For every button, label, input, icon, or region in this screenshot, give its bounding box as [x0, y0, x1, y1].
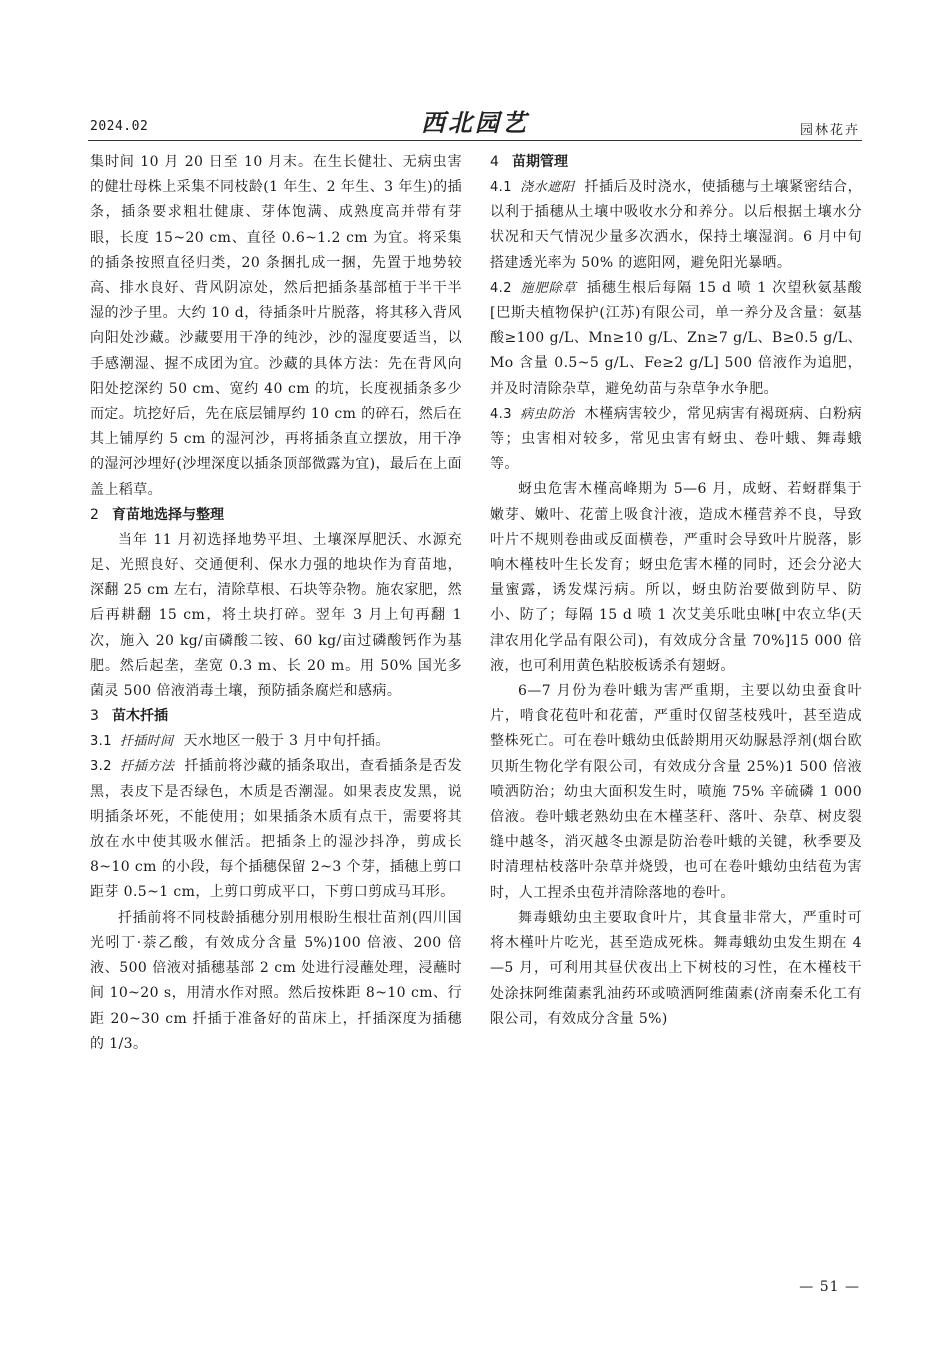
paragraph-fertilizing-weeding	[490, 276, 862, 402]
subheading-cutting-method: 3.2 扦插方法	[90, 759, 175, 775]
subheading-watering: 4.1 浇水遮阳	[490, 180, 575, 195]
paragraph-text: 扦插后及时浇水，使插穗与土壤紧密结合，以利于插穗从土壤中吸收水分和养分。以后根据土壤水分状况和天气情况少量多次洒水，保持土壤湿润。6 月中旬搭建透光率为 50% 的遮阳网，避免阳光暴晒。	[490, 179, 862, 271]
heading-number: 4	[490, 154, 499, 170]
paragraph-nursery-preparation: 当年 11 月初选择地势平坦、土壤深厚肥沃、水源充足、光照良好、交通便利、保水力强的地块作为育苗地，深翻 25 cm 左右，清除草根、石块等杂物。施农家肥，然后再耕翻 15 cm，将土块打碎。翌年 3 月上旬再翻 1 次，施入 20 kg/亩磷酸二铵、60 kg/亩过磷酸钙作为基肥。然后起垄，垄宽 0.3 m、长 20 m。用 50% 国光多菌灵 500 倍液消毒土壤，预防插条腐烂和感病。	[90, 531, 462, 700]
left-column	[90, 150, 462, 1057]
header-divider	[88, 140, 862, 141]
journal-logo: 西北园艺	[421, 108, 529, 137]
subheading-cutting-time: 3.1 扦插时间	[90, 734, 174, 750]
heading-nursery-selection	[90, 503, 462, 528]
section-title: 园林花卉	[799, 123, 860, 138]
paragraph-text: 扦插前将沙藏的插条取出，查看插条是否发黑，表皮下是否绿色，木质是否潮湿。如果表皮发黑，说明插条坏死，不能使用；如果插条木质有点干，需要将其放在水中使其吸水催活。把插条上的湿沙抖净，剪成长 8~10 cm 的小段，每个插穗保留 2~3 个芽，插穗上剪口距芽 0.5~1 cm，上剪口剪成平口，下剪口剪成马耳形。	[90, 758, 462, 901]
paragraph-text: 天水地区一般于 3 月中旬扦插。	[183, 733, 390, 750]
paragraph-text: 木槿病害较少，常见病害有褐斑病、白粉病等；虫害相对较多，常见虫害有蚜虫、卷叶蛾、舞毒蛾等。	[490, 405, 862, 473]
paragraph-text: 插穗生根后每隔 15 d 喷 1 次望秋氨基酸[巴斯夫植物保护(江苏)有限公司，单一养分及含量：氨基酸≥100 g/L、Mn≥10 g/L、Zn≥7 g/L、B≥0.5 g/L、Mo 含量 0.5~5 g/L、Fe≥2 g/L] 500 倍液作为追肥，并及时清除杂草，避免幼苗与杂草争水争肥。	[490, 279, 862, 397]
heading-text: 苗木扦插	[112, 708, 168, 725]
paragraph-cutting-time	[90, 729, 462, 754]
paragraph-aphid: 蚜虫危害木槿高峰期为 5—6 月，成蚜、若蚜群集于嫩芽、嫩叶、花蕾上吸食汁液，造成木槿营养不良，导致叶片不规则卷曲或反面横卷，严重时会导致叶片脱落，影响木槿枝叶生长发育；蚜虫危害木槿的同时，还会分泌大量蜜露，诱发煤污病。所以，蚜虫防治要做到防早、防小、防了；每隔 15 d 喷 1 次艾美乐吡虫啉[中农立华(天津农用化学品有限公司)，有效成分含量 70%]15 000 倍液，也可利用黄色粘胶板诱杀有翅蚜。	[490, 481, 862, 674]
heading-text: 苗期管理	[512, 154, 568, 170]
heading-text: 育苗地选择与整理	[112, 506, 224, 523]
subheading-fertilizing: 4.2 施肥除草	[490, 280, 577, 296]
page-number: — 51 —	[799, 1279, 860, 1295]
paragraph-pest-control	[490, 402, 862, 478]
paragraph-cutting-collection: 集时间 10 月 20 日至 10 月末。在生长健壮、无病虫害的健壮母株上采集不同枝龄(1 年生、2 年生、3 年生)的插条，插条要求粗壮健康、芽体饱满、成熟度高并带有芽眼，长度 15~20 cm、直径 0.6~1.2 cm 为宜。将采集的插条按照直径归类，20 条捆扎成一捆，先置于地势较高、排水良好、背风阴凉处，然后把插条基部植于半干半湿的沙子里。大约 10 d，待插条叶片脱落，将其移入背风向阳处沙藏。沙藏要用干净的纯沙，沙的湿度要适当，以手感潮湿、握不成团为宜。沙藏的具体方法：先在背风向阳处挖深约 50 cm、宽约 40 cm 的坑，长度视插条多少而定。坑挖好后，先在底层铺厚约 10 cm 的碎石，然后在其上铺厚约 5 cm 的湿河沙，再将插条直立摆放，用干净的湿河沙埋好(沙埋深度以插条顶部微露为宜)，最后在上面盖上稻草。	[90, 154, 462, 498]
issue-date: 2024.02	[90, 119, 149, 134]
paragraph-rooting-treatment: 扦插前将不同枝龄插穗分别用根盼生根壮苗剂(四川国光吲丁·萘乙酸，有效成分含量 5%)100 倍液、200 倍液、500 倍液对插穗基部 2 cm 处进行浸蘸处理，浸蘸时间 10~20 s，用清水作对照。然后按株距 8~10 cm、行距 20~30 cm 扦插于准备好的苗床上，扦插深度为插穗的 1/3。	[90, 909, 462, 1052]
paragraph-watering-shading	[490, 175, 862, 276]
heading-number: 2	[90, 506, 99, 523]
paragraph-leaf-roller: 6—7 月份为卷叶蛾为害严重期，主要以幼虫蚕食叶片，啃食花苞叶和花蕾，严重时仅留茎枝残叶，甚至造成整株死亡。可在卷叶蛾幼虫低龄期用灭幼脲悬浮剂(烟台欧贝斯生物化学有限公司，有效成分含量 25%)1 500 倍液喷洒防治；幼虫大面积发生时，喷施 75% 辛硫磷 1 000 倍液。卷叶蛾老熟幼虫在木槿茎秆、落叶、杂草、树皮裂缝中越冬，消灭越冬虫源是防治卷叶蛾的关键，秋季要及时清理枯枝落叶杂草并烧毁，也可在卷叶蛾幼虫结苞为害时，人工捏杀虫苞并清除落地的卷叶。	[490, 683, 862, 901]
heading-number: 3	[90, 708, 99, 725]
subheading-pest-control: 4.3 病虫防治	[490, 406, 575, 422]
right-column	[490, 150, 862, 1032]
paragraph-cutting-method	[90, 754, 462, 905]
heading-seedling-management	[490, 150, 862, 175]
heading-cutting	[90, 704, 462, 729]
paragraph-gypsy-moth: 舞毒蛾幼虫主要取食叶片，其食量非常大，严重时可将木槿叶片吃光，甚至造成死株。舞毒蛾幼虫发生期在 4—5 月，可利用其昼伏夜出上下树枝的习性，在木槿枝干处涂抹阿维菌素乳油药环或喷洒阿维菌素(济南秦禾化工有限公司，有效成分含量 5%)	[490, 909, 862, 1027]
